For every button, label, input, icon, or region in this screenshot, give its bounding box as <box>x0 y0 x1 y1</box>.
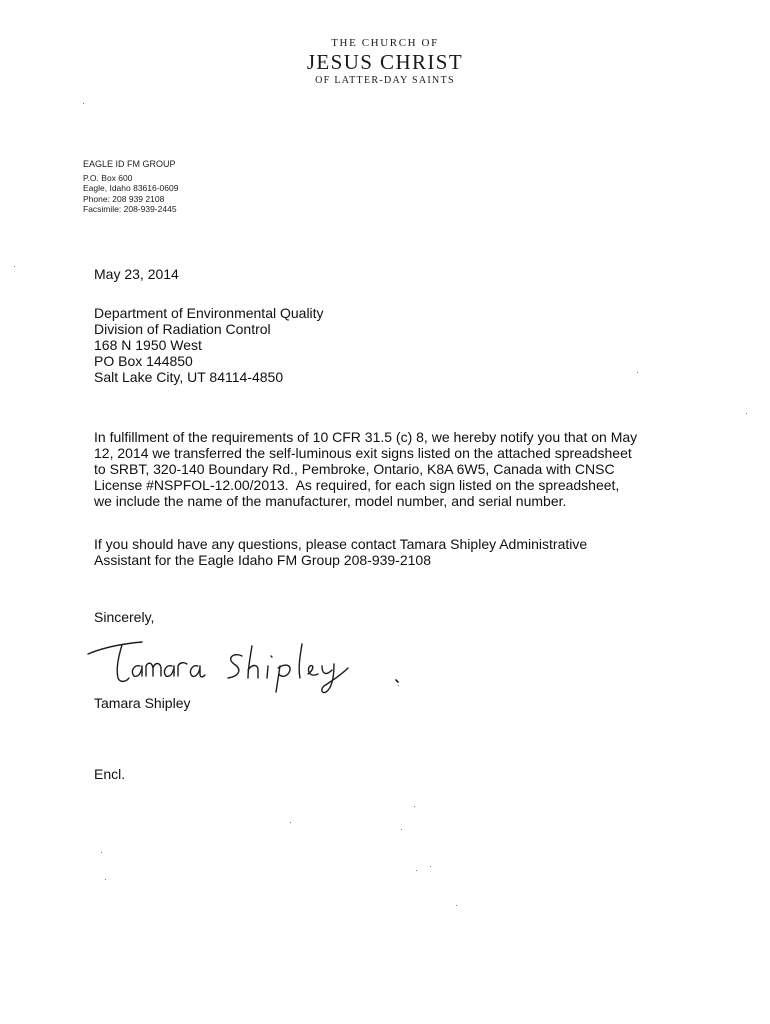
paragraph-line: 12, 2014 we transferred the self-luminous exit signs listed on the attached spreadsheet <box>94 445 632 461</box>
scan-speck <box>83 103 84 104</box>
scan-speck <box>416 870 417 871</box>
scan-speck <box>401 829 402 830</box>
scan-speck <box>105 879 106 880</box>
scan-speck <box>101 852 102 853</box>
recipient-line: Department of Environmental Quality <box>94 305 324 321</box>
letter-date: May 23, 2014 <box>94 266 179 282</box>
sender-line: P.O. Box 600 <box>83 172 133 183</box>
recipient-line: Salt Lake City, UT 84114-4850 <box>94 369 284 385</box>
letterhead-line-2: JESUS CHRIST <box>306 50 464 74</box>
paragraph-line: In fulfillment of the requirements of 10 CFR 31.5 (c) 8, we hereby notify you that on May <box>94 429 638 445</box>
sender-line: Phone: 208 939 2108 <box>83 193 165 204</box>
handwritten-signature <box>82 628 422 698</box>
letterhead <box>0 36 770 87</box>
sender-org: EAGLE ID FM GROUP <box>83 159 176 169</box>
body-paragraph-2 <box>94 536 704 568</box>
signer-name: Tamara Shipley <box>94 695 191 711</box>
paragraph-line: License #NSPFOL-12.00/2013. As required, for each sign listed on the spreadsheet, <box>94 477 620 493</box>
paragraph-line: Assistant for the Eagle Idaho FM Group 208-939-2108 <box>94 552 431 568</box>
scan-speck <box>290 822 291 823</box>
body-paragraph-1 <box>94 429 704 509</box>
scan-speck <box>414 806 415 807</box>
paragraph-line: If you should have any questions, please contact Tamara Shipley Administrative <box>94 536 588 552</box>
recipient-line: Division of Radiation Control <box>94 321 271 337</box>
paragraph-line: to SRBT, 320-140 Boundary Rd., Pembroke, Ontario, K8A 6W5, Canada with CNSC <box>94 461 615 477</box>
sender-block <box>83 159 178 215</box>
scan-speck <box>398 685 399 686</box>
paragraph-line: we include the name of the manufacturer, model number, and serial number. <box>94 493 567 509</box>
sender-line: Facsimile: 208-939-2445 <box>83 204 177 214</box>
sender-line: Eagle, Idaho 83616-0609 <box>83 183 179 193</box>
scan-speck <box>430 866 431 867</box>
scan-speck <box>746 413 747 414</box>
letterhead-line-3: OF LATTER-DAY SAINTS <box>315 75 455 86</box>
enclosure-note: Encl. <box>94 766 126 782</box>
scan-speck <box>456 905 457 906</box>
recipient-address <box>94 305 324 385</box>
closing: Sincerely, <box>94 609 155 625</box>
recipient-line: PO Box 144850 <box>94 353 193 369</box>
letterhead-line-1: THE CHURCH OF <box>331 37 439 49</box>
scan-speck <box>637 372 638 373</box>
scan-speck <box>14 266 15 267</box>
recipient-line: 168 N 1950 West <box>94 337 202 353</box>
